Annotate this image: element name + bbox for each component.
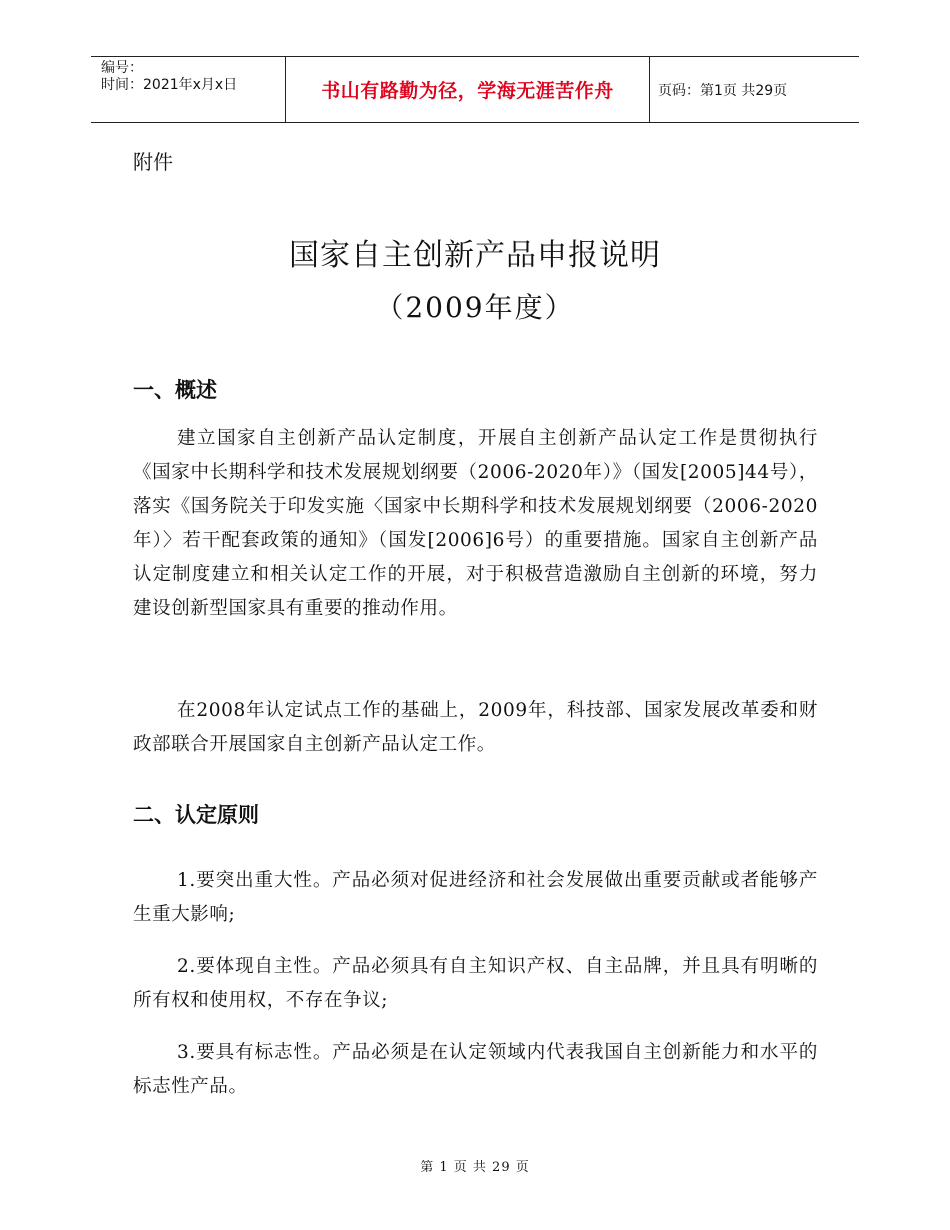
list-item: 1.要突出重大性。产品必须对促进经济和社会发展做出重要贡献或者能够产生重大影响; (133, 870, 818, 925)
header-page-info: 页码：第1页 共29页 (658, 82, 788, 99)
attachment-label: 附件 (133, 150, 173, 174)
document-title: 国家自主创新产品申报说明 (289, 238, 661, 273)
paragraph: 在2008年认定试点工作的基础上，2009年，科技部、国家发展改革委和财政部联合开展国家自主创新产品认定工作。 (133, 700, 818, 755)
page-footer: 第 1 页 共 29 页 (420, 1160, 530, 1175)
section-heading: 一、概述 (133, 378, 217, 402)
header-meta (91, 57, 286, 122)
list-item: 2.要体现自主性。产品必须具有自主知识产权、自主品牌，并且具有明晰的所有权和使用权，不存在争议; (133, 956, 818, 1011)
list-item: 3.要具有标志性。产品必须是在认定领域内代表我国自主创新能力和水平的标志性产品。 (133, 1042, 818, 1097)
time-label: 时间：2021年x月x日 (101, 77, 238, 93)
section-heading: 二、认定原则 (133, 803, 259, 827)
document-subtitle: （2009年度） (375, 291, 575, 324)
page-header (91, 56, 859, 123)
paragraph: 建立国家自主创新产品认定制度，开展自主创新产品认定工作是贯彻执行《国家中长期科学和技术发展规划纲要（2006-2020年）》（国发[2005]44号），落实《国务院关于印发实施〈国家中长期科学和技术发展规划纲要（2006-2020年）〉若干配套政策的通知》（国发[2006]6号）的重要措施。国家自主创新产品认定制度建立和相关认定工作的开展，对于积极营造激励自主创新的环境，努力建设创新型国家具有重要的推动作用。 (133, 428, 818, 619)
header-motto: 书山有路勤为径，学海无涯苦作舟 (286, 57, 650, 122)
number-label: 编号： (101, 60, 143, 76)
